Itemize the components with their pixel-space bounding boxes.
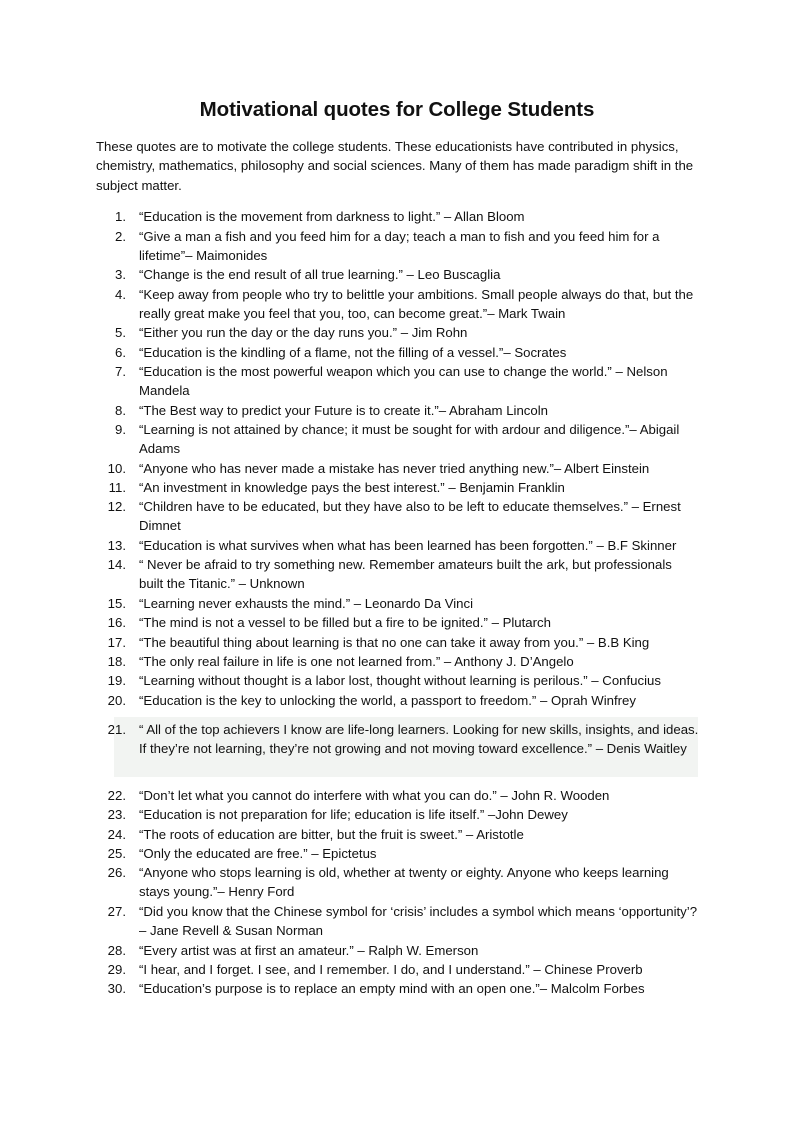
list-number: 19. xyxy=(107,673,126,688)
quote-text: “The only real failure in life is one not learned from.” – Anthony J. D’Angelo xyxy=(139,654,574,669)
list-number: 11. xyxy=(108,480,126,495)
list-number: 14. xyxy=(107,557,126,572)
quote-text: “Did you know that the Chinese symbol for ‘crisis’ includes a symbol which means ‘opportunity’? – Jane Revell & Susan Norman xyxy=(139,904,698,939)
list-number: 4. xyxy=(115,287,126,302)
quote-text: “The beautiful thing about learning is that no one can take it away from you.” – B.B King xyxy=(139,635,650,650)
list-number: 25. xyxy=(107,846,126,861)
quote-text: “Every artist was at first an amateur.” – Ralph W. Emerson xyxy=(139,943,479,958)
quote-text: “Either you run the day or the day runs you.” – Jim Rohn xyxy=(139,325,468,340)
list-number: 29. xyxy=(107,962,126,977)
quote-text: “Education’s purpose is to replace an empty mind with an open one.”– Malcolm Forbes xyxy=(139,981,645,996)
list-number: 9. xyxy=(115,422,126,437)
list-number: 15. xyxy=(107,596,126,611)
intro-paragraph: These quotes are to motivate the college students. These educationists have contributed in physics, chemistry, mathematics, philosophy and social sciences. Many of them has made paradigm shift in the subject matter. xyxy=(96,139,694,193)
list-number: 22. xyxy=(107,788,126,803)
quote-text: “Children have to be educated, but they have also to be left to educate themselves.” – Ernest Dimnet xyxy=(139,499,681,534)
quote-text: “ All of the top achievers I know are life-long learners. Looking for new skills, insights, and ideas. If they’re not learning, they’re not growing and not moving toward excellence.” – Denis Waitley xyxy=(139,722,699,757)
list-number: 10. xyxy=(107,461,126,476)
list-number: 8. xyxy=(115,403,126,418)
quote-text: “Don’t let what you cannot do interfere with what you can do.” – John R. Wooden xyxy=(139,788,610,803)
list-number: 17. xyxy=(107,635,126,650)
list-number: 2. xyxy=(115,229,126,244)
quote-text: “Anyone who stops learning is old, whether at twenty or eighty. Anyone who keeps learning stays young.”– Henry Ford xyxy=(139,865,669,900)
quote-text: “Education is the kindling of a flame, not the filling of a vessel.”– Socrates xyxy=(139,345,567,360)
quote-text: “Education is the key to unlocking the world, a passport to freedom.” – Oprah Winfrey xyxy=(139,693,636,708)
quote-text: “An investment in knowledge pays the best interest.” – Benjamin Franklin xyxy=(139,480,565,495)
quote-text: “ Never be afraid to try something new. Remember amateurs built the ark, but professionals built the Titanic.” – Unknown xyxy=(139,557,672,592)
list-number: 20. xyxy=(107,693,126,708)
quote-text: “The mind is not a vessel to be filled but a fire to be ignited.” – Plutarch xyxy=(139,615,551,630)
quote-text: “Change is the end result of all true learning.” – Leo Buscaglia xyxy=(139,267,501,282)
quote-text: “The roots of education are bitter, but the fruit is sweet.” – Aristotle xyxy=(139,827,524,842)
list-number: 3. xyxy=(115,267,126,282)
list-number: 1. xyxy=(115,209,126,224)
list-number: 30. xyxy=(107,981,126,996)
list-number: 24. xyxy=(107,827,126,842)
list-number: 13. xyxy=(107,538,126,553)
quote-text: “Only the educated are free.” – Epictetus xyxy=(139,846,377,861)
quote-text: “Learning is not attained by chance; it must be sought for with ardour and diligence.”– Abigail Adams xyxy=(139,422,680,457)
list-number: 27. xyxy=(107,904,126,919)
quote-text: “Give a man a fish and you feed him for a day; teach a man to fish and you feed him for a lifetime”– Maimonides xyxy=(139,229,660,264)
quote-text: “Learning never exhausts the mind.” – Leonardo Da Vinci xyxy=(139,596,474,611)
quote-text: “The Best way to predict your Future is to create it.”– Abraham Lincoln xyxy=(139,403,548,418)
list-number: 16. xyxy=(107,615,126,630)
list-number: 12. xyxy=(107,499,126,514)
list-number: 5. xyxy=(115,325,126,340)
list-number: 7. xyxy=(115,364,126,379)
list-number: 21. xyxy=(107,722,126,737)
list-number: 26. xyxy=(107,865,126,880)
quote-text: “I hear, and I forget. I see, and I remember. I do, and I understand.” – Chinese Proverb xyxy=(139,962,643,977)
list-number: 28. xyxy=(107,943,126,958)
quote-text: “Education is the most powerful weapon which you can use to change the world.” – Nelson Mandela xyxy=(139,364,668,399)
list-number: 18. xyxy=(107,654,126,669)
quote-text: “Anyone who has never made a mistake has never tried anything new.”– Albert Einstein xyxy=(139,461,650,476)
quote-text: “Learning without thought is a labor lost, thought without learning is perilous.” – Confucius xyxy=(139,673,661,688)
list-number: 23. xyxy=(107,807,126,822)
list-number: 6. xyxy=(115,345,126,360)
page-title: Motivational quotes for College Students xyxy=(199,98,595,121)
quote-text: “Education is not preparation for life; education is life itself.” –John Dewey xyxy=(139,807,568,822)
quote-text: “Education is what survives when what has been learned has been forgotten.” – B.F Skinner xyxy=(139,538,677,553)
quote-text: “Education is the movement from darkness to light.” – Allan Bloom xyxy=(139,209,525,224)
quote-text: “Keep away from people who try to belittle your ambitions. Small people always do that, but the really great make you feel that you, too, can become great.”– Mark Twain xyxy=(139,287,694,322)
